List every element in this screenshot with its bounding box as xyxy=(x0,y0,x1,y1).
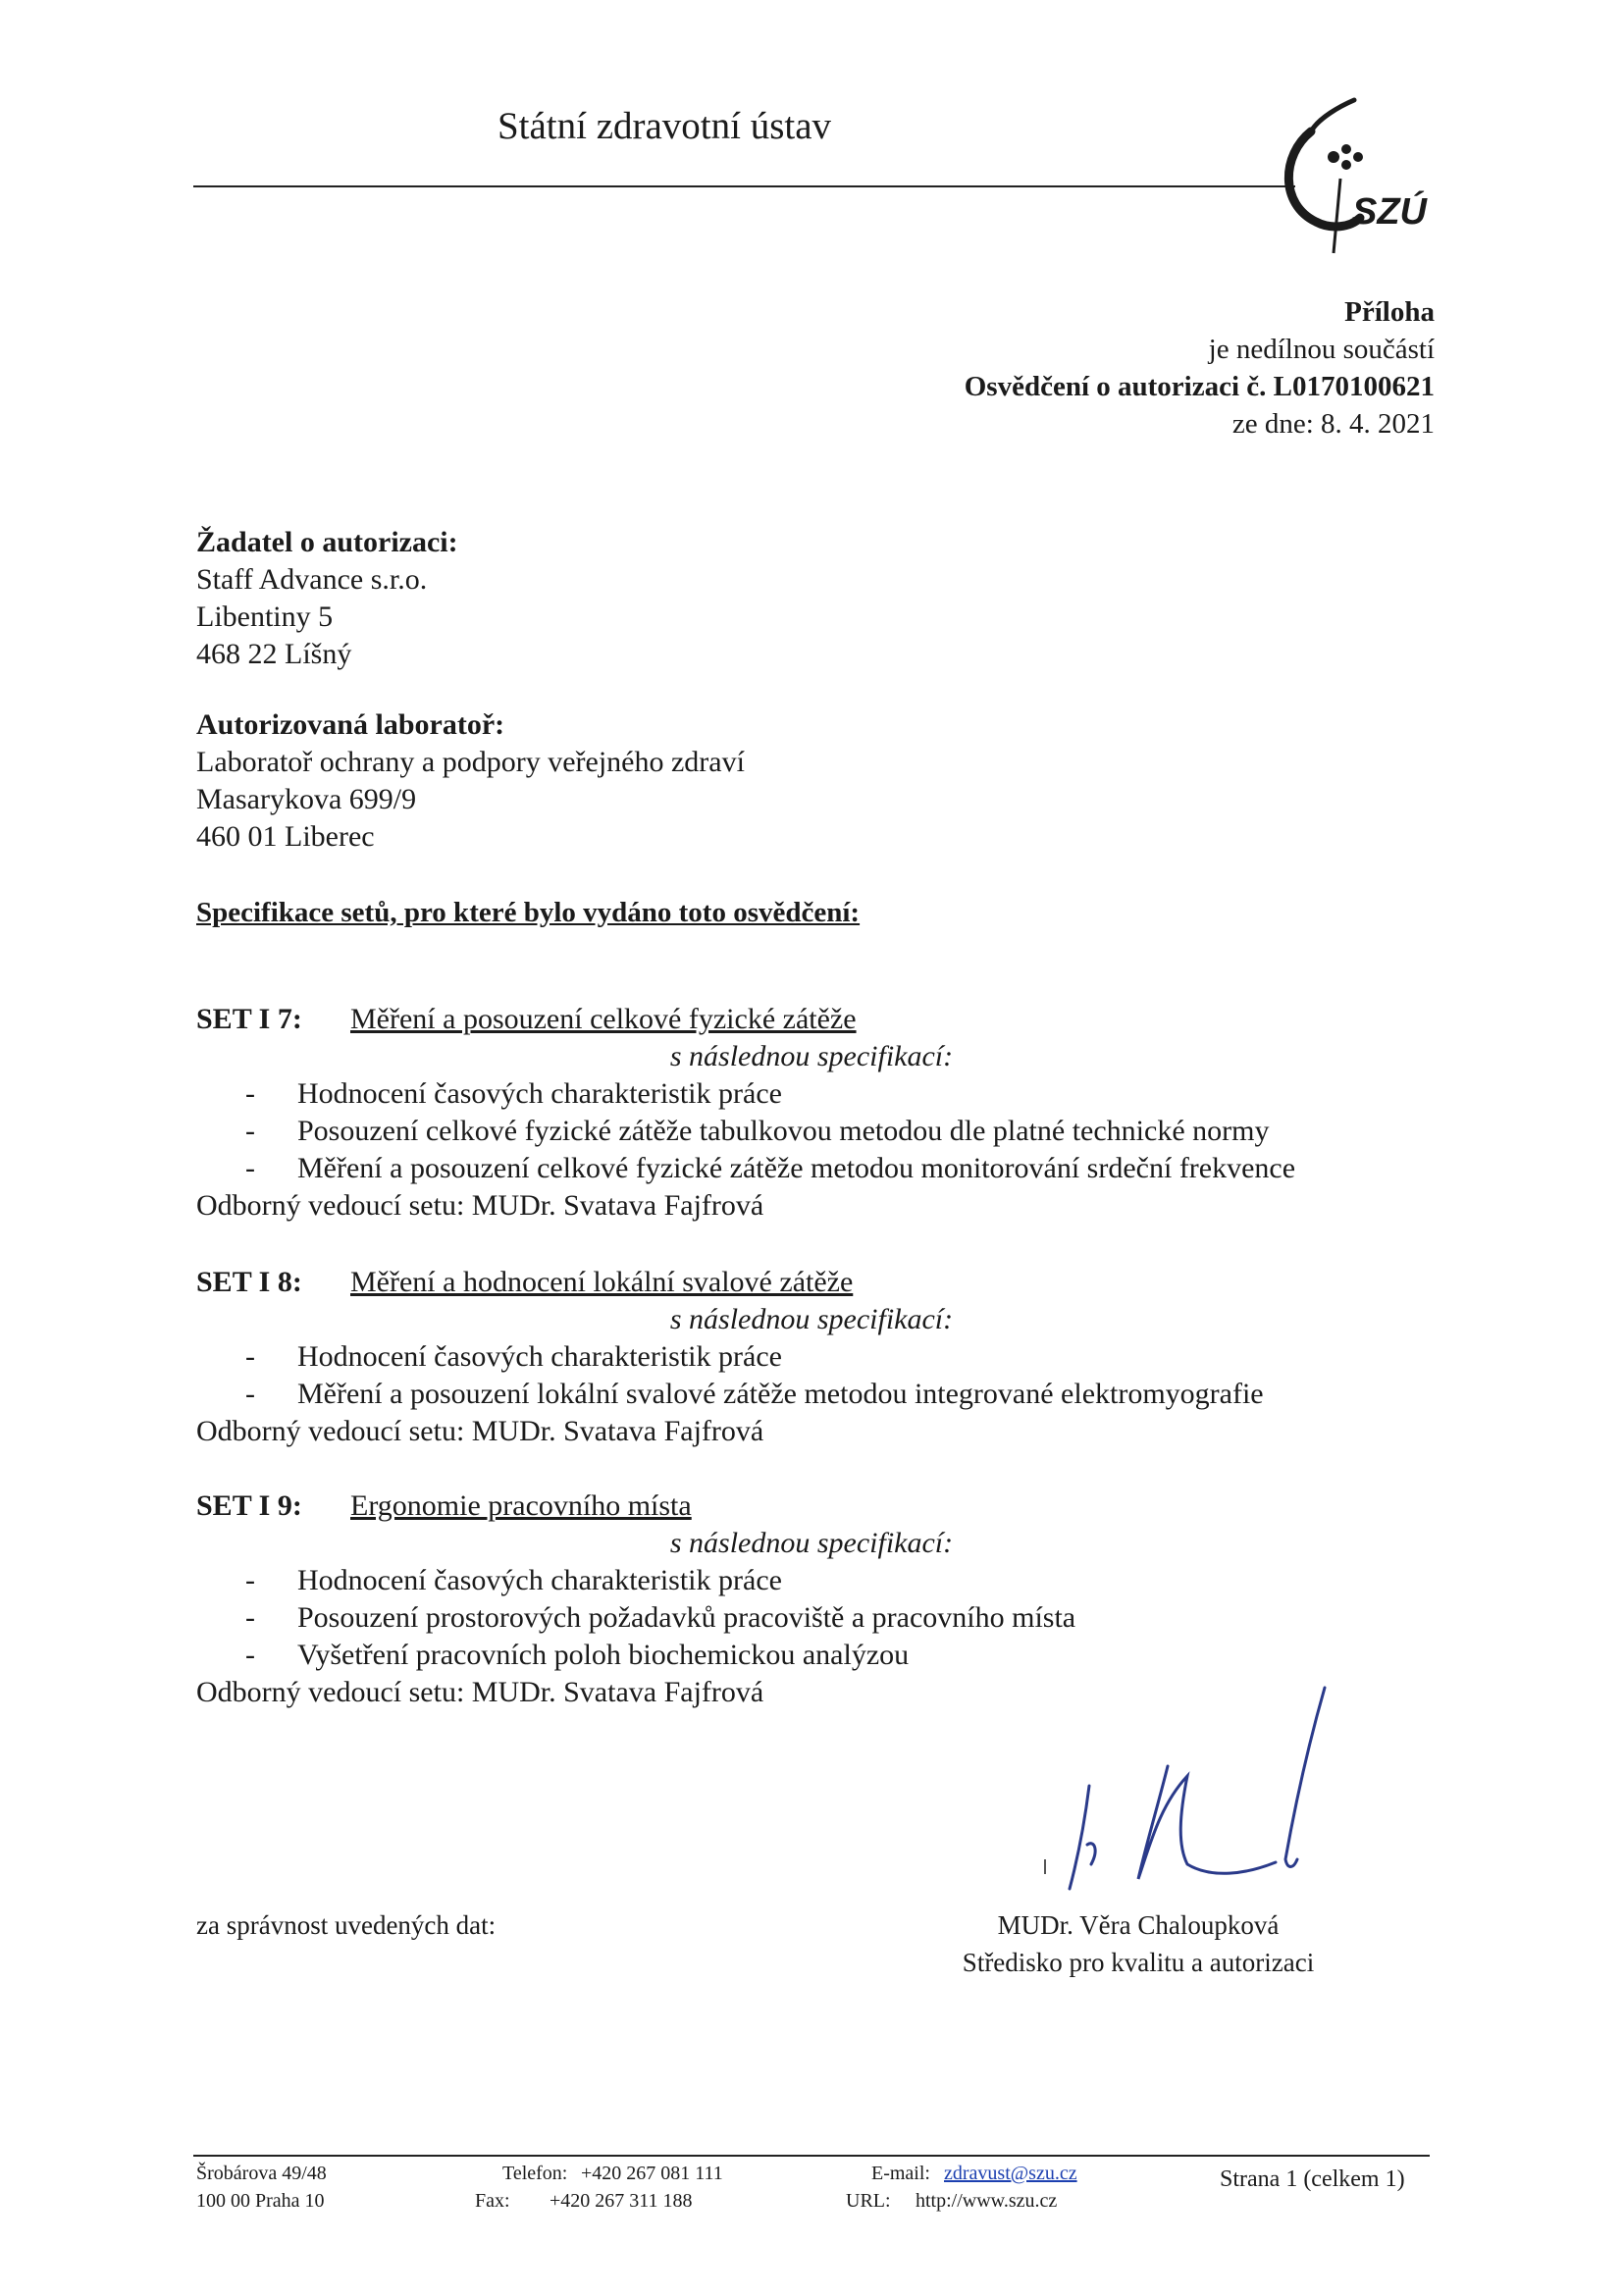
set-lead: Odborný vedoucí setu: MUDr. Svatava Fajfrová xyxy=(196,1676,764,1708)
footer-url-label: URL: xyxy=(846,2190,891,2212)
set-subtitle: s následnou specifikací: xyxy=(669,1527,954,1559)
set-code: SET I 9: xyxy=(196,1489,302,1522)
header-divider xyxy=(193,185,1295,187)
list-item: Hodnocení časových charakteristik práce xyxy=(297,1077,782,1110)
footer-email-link[interactable]: zdravust@szu.cz xyxy=(944,2163,1077,2184)
laboratory-street: Masarykova 699/9 xyxy=(196,783,417,815)
list-bullet: - xyxy=(245,1639,255,1671)
list-item: Posouzení celkové fyzické zátěže tabulkovou metodou dle platné technické normy xyxy=(297,1115,1270,1147)
list-bullet: - xyxy=(245,1564,255,1596)
set-name: Ergonomie pracovního místa xyxy=(350,1489,692,1522)
set-name: Měření a posouzení celkové fyzické zátěže xyxy=(350,1003,857,1035)
attachment-note: je nedílnou součástí xyxy=(1208,334,1435,365)
signatory-name: MUDr. Věra Chaloupková xyxy=(997,1910,1280,1940)
list-item: Posouzení prostorových požadavků pracoviště a pracovního místa xyxy=(297,1601,1076,1634)
footer-phone-label: Telefon: xyxy=(502,2163,568,2184)
applicant-label: Žadatel o autorizaci: xyxy=(196,526,458,558)
applicant-name: Staff Advance s.r.o. xyxy=(196,563,428,596)
applicant-street: Libentiny 5 xyxy=(196,600,334,633)
list-item: Měření a posouzení celkové fyzické zátěže metodou monitorování srdeční frekvence xyxy=(297,1152,1296,1184)
list-bullet: - xyxy=(245,1077,255,1110)
signatory-role: Středisko pro kvalitu a autorizaci xyxy=(962,1948,1315,1977)
list-bullet: - xyxy=(245,1378,255,1410)
list-bullet: - xyxy=(245,1152,255,1184)
data-correctness-label: za správnost uvedených dat: xyxy=(196,1910,497,1940)
set-lead: Odborný vedoucí setu: MUDr. Svatava Fajfrová xyxy=(196,1189,764,1222)
list-bullet: - xyxy=(245,1601,255,1634)
laboratory-label: Autorizovaná laboratoř: xyxy=(196,708,505,741)
list-item: Měření a posouzení lokální svalové zátěže metodou integrované elektromyografie xyxy=(297,1378,1264,1410)
set-subtitle: s následnou specifikací: xyxy=(669,1040,954,1072)
footer-fax-label: Fax: xyxy=(475,2190,510,2212)
szu-logo xyxy=(1272,96,1448,268)
certificate-number: Osvědčení o autorizaci č. L0170100621 xyxy=(964,371,1435,402)
attachment-label: Příloha xyxy=(1344,296,1435,328)
szu-logo-icon xyxy=(1272,96,1448,263)
list-item: Vyšetření pracovních poloh biochemickou analýzou xyxy=(297,1639,910,1671)
set-code: SET I 8: xyxy=(196,1266,302,1298)
footer-fax: +420 267 311 188 xyxy=(550,2190,693,2212)
page-number: Strana 1 (celkem 1) xyxy=(1220,2166,1405,2192)
list-bullet: - xyxy=(245,1115,255,1147)
applicant-city: 468 22 Líšný xyxy=(196,638,352,670)
set-lead: Odborný vedoucí setu: MUDr. Svatava Fajfrová xyxy=(196,1415,764,1447)
logo-text: SZÚ xyxy=(1352,191,1427,233)
institution-title: Státní zdravotní ústav xyxy=(497,105,832,147)
laboratory-city: 460 01 Liberec xyxy=(196,820,375,853)
laboratory-name: Laboratoř ochrany a podpory veřejného zdraví xyxy=(196,746,745,778)
set-name: Měření a hodnocení lokální svalové zátěže xyxy=(350,1266,854,1298)
set-subtitle: s následnou specifikací: xyxy=(669,1303,954,1335)
list-item: Hodnocení časových charakteristik práce xyxy=(297,1564,782,1596)
footer-url[interactable]: http://www.szu.cz xyxy=(916,2190,1058,2212)
spec-title: Specifikace setů, pro které bylo vydáno toto osvědčení: xyxy=(196,897,861,928)
set-code: SET I 7: xyxy=(196,1003,302,1035)
footer-address-line1: Šrobárova 49/48 xyxy=(196,2163,327,2184)
list-item: Hodnocení časových charakteristik práce xyxy=(297,1340,782,1373)
certificate-date: ze dne: 8. 4. 2021 xyxy=(1231,408,1435,440)
footer-phone: +420 267 081 111 xyxy=(581,2163,723,2184)
footer-divider xyxy=(193,2155,1430,2157)
footer-address-line2: 100 00 Praha 10 xyxy=(196,2190,325,2212)
handwritten-signature xyxy=(1040,1678,1335,1918)
footer-email-label: E-mail: xyxy=(871,2163,930,2184)
list-bullet: - xyxy=(245,1340,255,1373)
